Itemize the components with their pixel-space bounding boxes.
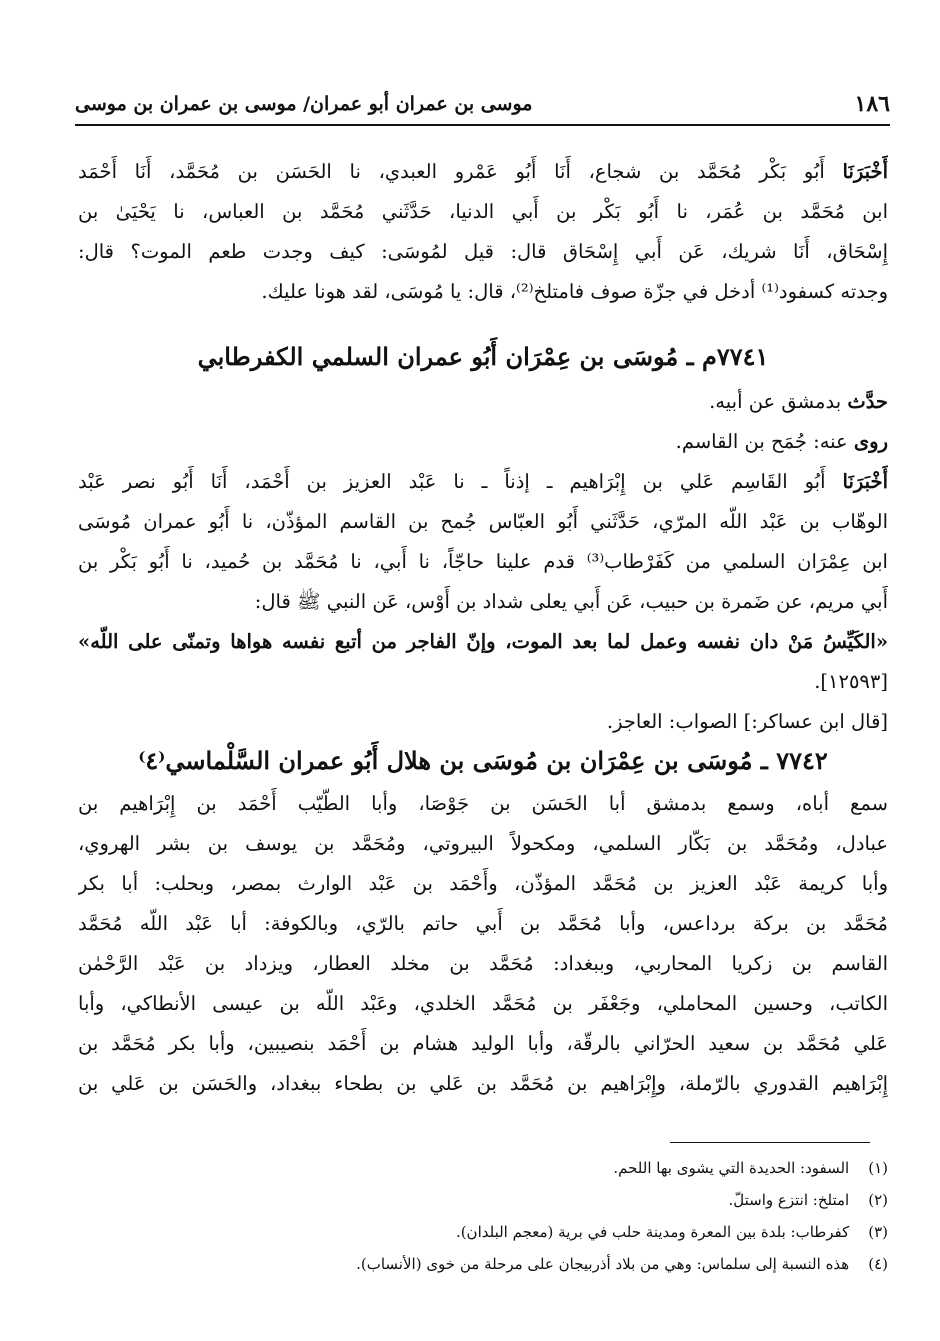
text-line: وأبا كريمة عَبْد العزيز بن مُحَمَّد المؤذّن، وأَحْمَد بن عَبْد الوارث بمصر، وبحلب: أبا بكر	[78, 872, 888, 895]
haddath-line: حدَّث بدمشق عن أبيه.	[709, 390, 888, 413]
text-line: أَبي مريم، عن ضَمرة بن حبيب، عَن أَبي يعلى شداد بن أَوْس، عَن النبي ﷺ قال:	[254, 590, 888, 613]
text-line: إِبْرَاهيم القدوري بالرّملة، وإِبْرَاهيم بن مُحَمَّد بن عَلي بن بطحاء ببغداد، والحَسَن بن عَلي بن	[78, 1072, 888, 1095]
text-line: عَلي مُحَمَّد بن سعيد الحرّاني بالرقّة، وأبا الوليد هشام بن أَحْمَد بنصيبين، وأبا بكر مُحَمَّد بن	[78, 1032, 888, 1055]
footnote: (٣) كفرطاب: بلدة بين المعرة ومدينة حلب في برية (معجم البلدان).	[455, 1223, 888, 1241]
hadith-text: «الكَيِّسُ مَنْ دان نفسه وعمل لما بعد الموت، وإنّ الفاجر من أتبع نفسه هواها وتمنّى على اللّه»	[78, 630, 888, 653]
text-line: الكاتب، وحسين المحاملي، وجَعْفَر بن مُحَمَّد الخلدي، وعَبْد اللّه بن عيسى الأنطاكي، وأبا	[78, 992, 888, 1015]
running-title: موسى بن عمران أبو عمران/ موسى بن عمران بن موسى	[75, 93, 533, 115]
text-line: الوهّاب بن عَبْد اللّه المرّي، حَدَّثَني أَبُو العبّاس جُمح بن القاسم المؤذّن، نا أَبُو عمران مُوسَى	[78, 510, 888, 533]
text-line: وجدته كسفود⁽¹⁾ أدخل في جزّة صوف فامتلخ⁽²⁾، قال: يا مُوسَى، لقد هونا عليك.	[261, 280, 888, 303]
ibn-asakir-note: [قال ابن عساكر:] الصواب: العاجز.	[606, 710, 888, 733]
text-line: إِسْحَاق، أَنَا شريك، عَن أَبي إِسْحَاق قال: قيل لمُوسَى: كيف وجدت طعم الموت؟ قال:	[78, 240, 888, 263]
text-line: أَخْبَرَنَا أَبُو بَكْر مُحَمَّد بن شجاع، أَنَا أَبُو عَمْرو العبدي، نا الحَسَن بن مُحَمَّد، أَنَا أَحْمَد	[78, 160, 888, 183]
akhbarana-keyword: أَخْبَرَنَا	[842, 160, 888, 183]
footnote: (٢) امتلخ: انتزع واستلّ.	[728, 1191, 888, 1209]
entry-body-7741	[78, 382, 888, 742]
page-header	[75, 84, 890, 126]
text-line: ابن مُحَمَّد بن عُمَر، نا أَبُو بَكْر بن أَبي الدنيا، حَدَّثَني مُحَمَّد بن العباس، نا يَحْيَىٰ بن	[78, 200, 888, 223]
text-line: ابن عِمْرَان السلمي من كَفَرْطاب⁽³⁾ قدم علينا حاجّاً، نا أَبي، نا مُحَمَّد بن حُميد، نا أَبُو بَكْر بن	[78, 550, 888, 573]
footnote: (٤) هذه النسبة إلى سلماس: وهي من بلاد أذربيجان على مرحلة من خوى (الأنساب).	[356, 1255, 888, 1273]
text-line: القاسم بن زكريا المحاربي، وببغداد: مُحَمَّد بن مخلد العطار، ويزداد بن عَبْد الرَّحْمٰن	[78, 952, 888, 975]
footnote: (١) السفود: الحديدة التي يشوى بها اللحم.	[613, 1159, 888, 1177]
entry-title-7742: ٧٧٤٢ ـ مُوسَى بن عِمْرَان بن مُوسَى بن هلال أَبُو عمران السَّلْماسي⁽٤⁾	[138, 746, 828, 775]
text-line: سمع أباه، وسمع بدمشق أبا الحَسَن بن جَوْصَا، وأبا الطّيّب أَحْمَد بن إِبْرَاهيم بن	[78, 792, 888, 815]
footnote-divider	[670, 1142, 870, 1143]
text-line: مُحَمَّد بن بركة برداعس، وأبا مُحَمَّد بن أَبي حاتم بالرّي، وبالكوفة: أبا عَبْد اللّه مُحَمَّد	[78, 912, 888, 935]
entry-title-7741: ٧٧٤١م ـ مُوسَى بن عِمْرَان أَبُو عمران السلمي الكفرطابي	[197, 342, 769, 371]
rawa-line: روى عنه: جُمَح بن القاسم.	[675, 430, 888, 453]
entry-body-7742	[78, 784, 888, 1104]
text-line: عبادل، ومُحَمَّد بن بَكّار السلمي، ومكحولاً البيروتي، ومُحَمَّد بن يوسف بن بشر الهروي،	[78, 832, 888, 855]
opening-narration	[78, 152, 888, 312]
text-line: أَخْبَرَنَا أَبُو القَاسِم عَلي بن إِبْرَاهيم ـ إذناً ـ نا عَبْد العزيز بن أَحْمَد، أَنَا أَبُو نصر عَبْد	[78, 470, 888, 493]
hadith-number: [١٢٥٩٣].	[814, 670, 888, 693]
akhbarana-keyword: أَخْبَرَنَا	[842, 470, 888, 493]
page-number: ١٨٦	[854, 91, 890, 117]
